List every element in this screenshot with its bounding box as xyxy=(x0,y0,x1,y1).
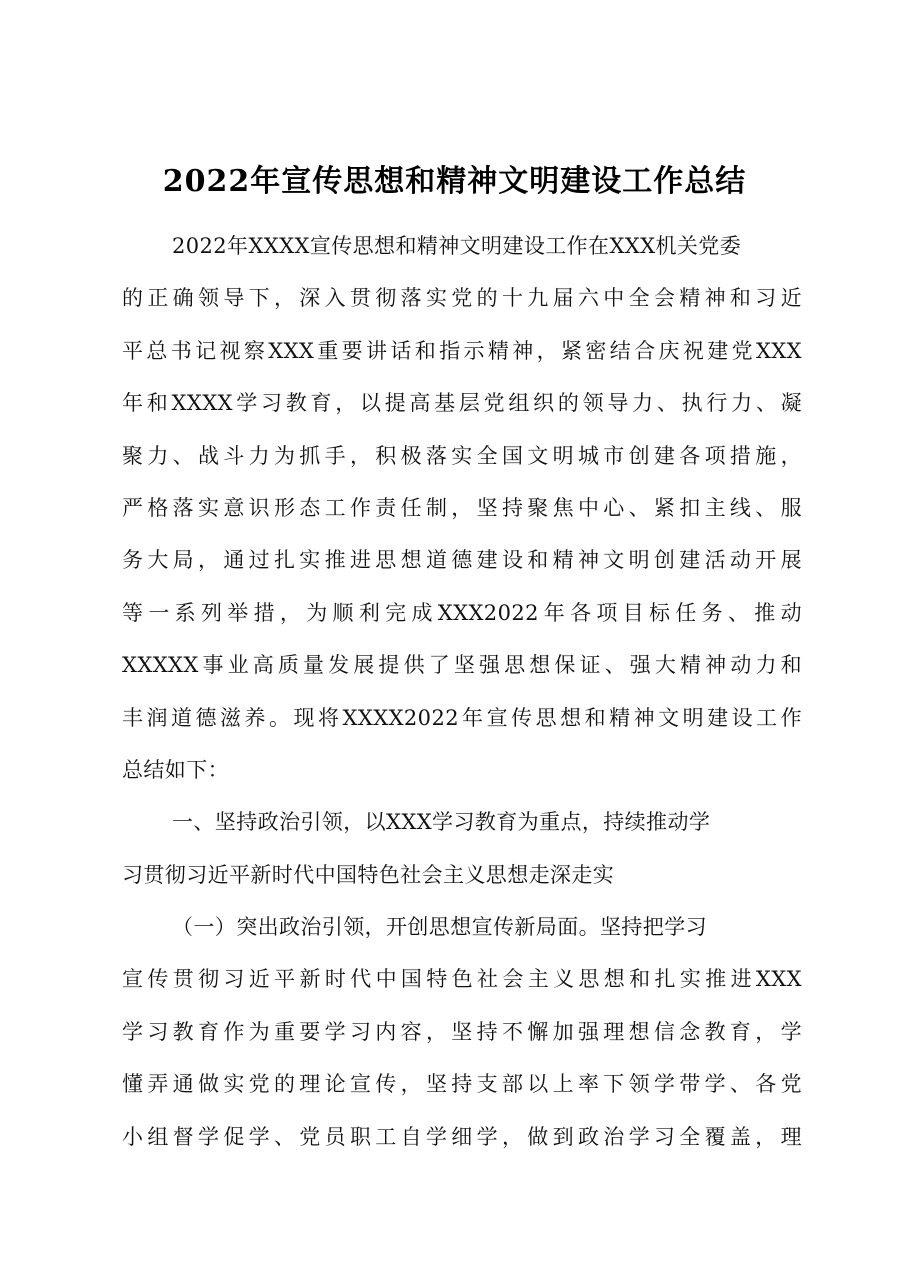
paragraph-line: 等一系列举措，为顺利完成XXX2022年各项目标任务、推动 xyxy=(122,600,802,625)
paragraph-line: 2022年XXXX宣传思想和精神文明建设工作在XXX机关党委 xyxy=(172,234,742,258)
paragraph-line: 学习教育作为重要学习内容，坚持不懈加强理想信念教育，学 xyxy=(122,1019,802,1044)
paragraph-line: 总结如下： xyxy=(122,757,229,782)
paragraph-line: XXXXX事业高质量发展提供了坚强思想保证、强大精神动力和 xyxy=(122,653,802,678)
document-body xyxy=(122,220,802,1163)
document-title: 2022年宣传思想和精神文明建设工作总结 xyxy=(162,164,747,199)
paragraph-line: 年和XXXX学习教育，以提高基层党组织的领导力、执行力、凝 xyxy=(122,391,802,416)
section-heading-line: 一、坚持政治引领，以XXX学习教育为重点，持续推动学 xyxy=(172,810,711,835)
paragraph-line: 务大局，通过扎实推进思想道德建设和精神文明创建活动开展 xyxy=(122,548,802,573)
paragraph-line: 宣传贯彻习近平新时代中国特色社会主义思想和扎实推进XXX xyxy=(122,967,802,992)
section-heading-line: 习贯彻习近平新时代中国特色社会主义思想走深走实 xyxy=(122,862,615,887)
paragraph-line: 的正确领导下，深入贯彻落实党的十九届六中全会精神和习近 xyxy=(122,286,802,311)
paragraph-line: 严格落实意识形态工作责任制，坚持聚焦中心、紧扣主线、服 xyxy=(122,495,802,520)
paragraph-line: 平总书记视察XXX重要讲话和指示精神，紧密结合庆祝建党XXX xyxy=(122,338,802,363)
paragraph-line: （一）突出政治引领，开创思想宣传新局面。坚持把学习 xyxy=(172,915,707,940)
paragraph-line: 懂弄通做实党的理论宣传，坚持支部以上率下领学带学、各党 xyxy=(122,1072,802,1097)
paragraph-line: 丰润道德滋养。现将XXXX2022年宣传思想和精神文明建设工作 xyxy=(122,705,802,730)
paragraph-line: 聚力、战斗力为抓手，积极落实全国文明城市创建各项措施， xyxy=(122,443,802,468)
paragraph-line: 小组督学促学、党员职工自学细学，做到政治学习全覆盖，理 xyxy=(122,1124,802,1149)
